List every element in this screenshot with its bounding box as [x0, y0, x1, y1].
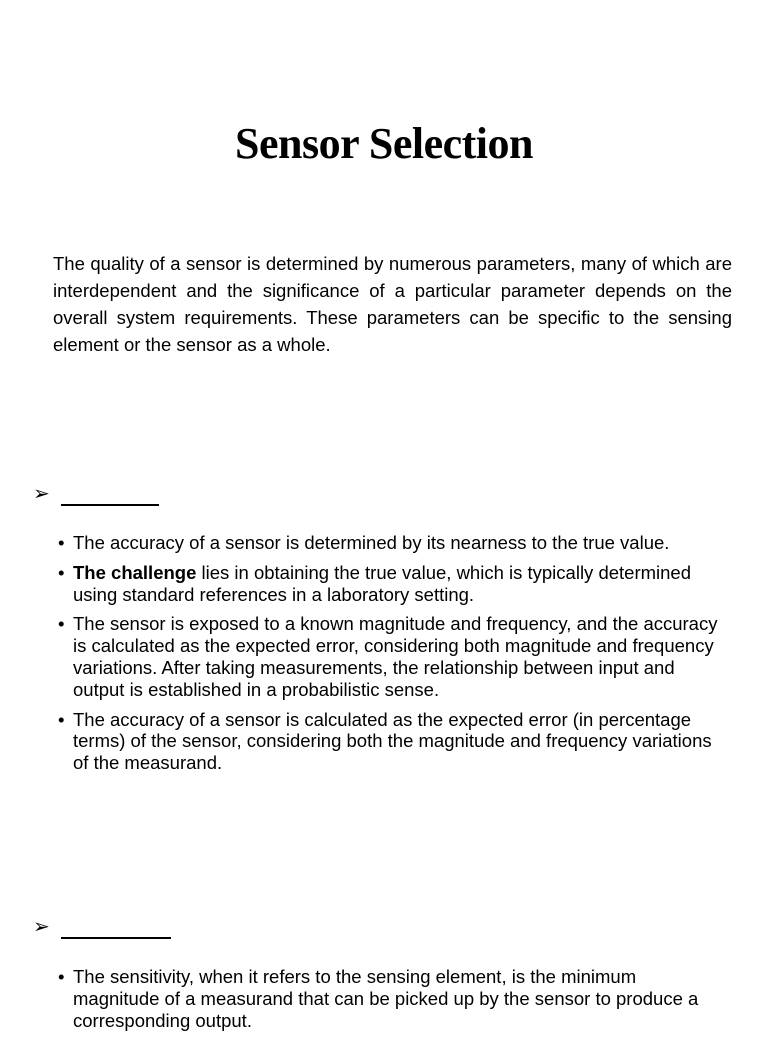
- bullet-text: lies in obtaining the true value, which is typically determined using standard references in a laboratory setting.: [73, 561, 691, 605]
- bullet-dot: •: [58, 613, 65, 635]
- arrow-bullet-icon: ➢: [33, 483, 50, 505]
- arrow-bullet-icon: ➢: [33, 916, 50, 938]
- page-title: Sensor Selection: [235, 119, 533, 168]
- bullet-text: The accuracy of a sensor is determined by its nearness to the true value.: [73, 532, 670, 553]
- bullet-dot: •: [58, 532, 65, 553]
- intro-paragraph: The quality of a sensor is determined by numerous parameters, many of which are interdependent and the significance of a particular parameter depends on the overall system requirements. These parameters can be specific to the sensing element or the sensor as a whole.: [53, 253, 732, 355]
- list-item: [58, 709, 718, 774]
- list-item: [58, 532, 718, 554]
- list-item: [58, 613, 718, 700]
- list-item: [58, 966, 718, 1031]
- bullet-dot: •: [58, 708, 65, 730]
- accuracy-bullet-list: [58, 532, 718, 782]
- section-heading-sensitivity: [33, 915, 171, 939]
- bullet-text: The sensor is exposed to a known magnitude and frequency, and the accuracy is calculated as the expected error, considering both magnitude and frequency variations. After taking measurements, the relationship between input and output is established in a probabilistic sense.: [73, 613, 718, 700]
- sensitivity-bullet-list: [58, 966, 718, 1039]
- list-item: [58, 562, 718, 606]
- bullet-bold-text: The challenge: [73, 561, 197, 583]
- section-heading-accuracy: [33, 482, 159, 506]
- bullet-text: The sensitivity, when it refers to the sensing element, is the minimum magnitude of a measurand that can be picked up by the sensor to produce a corresponding output.: [73, 966, 699, 1031]
- section-heading-blank: [61, 482, 159, 506]
- section-heading-blank: [61, 915, 171, 939]
- bullet-text: The accuracy of a sensor is calculated as the expected error (in percentage terms) of the sensor, considering both the magnitude and frequency variations of the measurand.: [73, 708, 712, 774]
- bullet-dot: •: [58, 966, 65, 987]
- bullet-dot: •: [58, 561, 65, 583]
